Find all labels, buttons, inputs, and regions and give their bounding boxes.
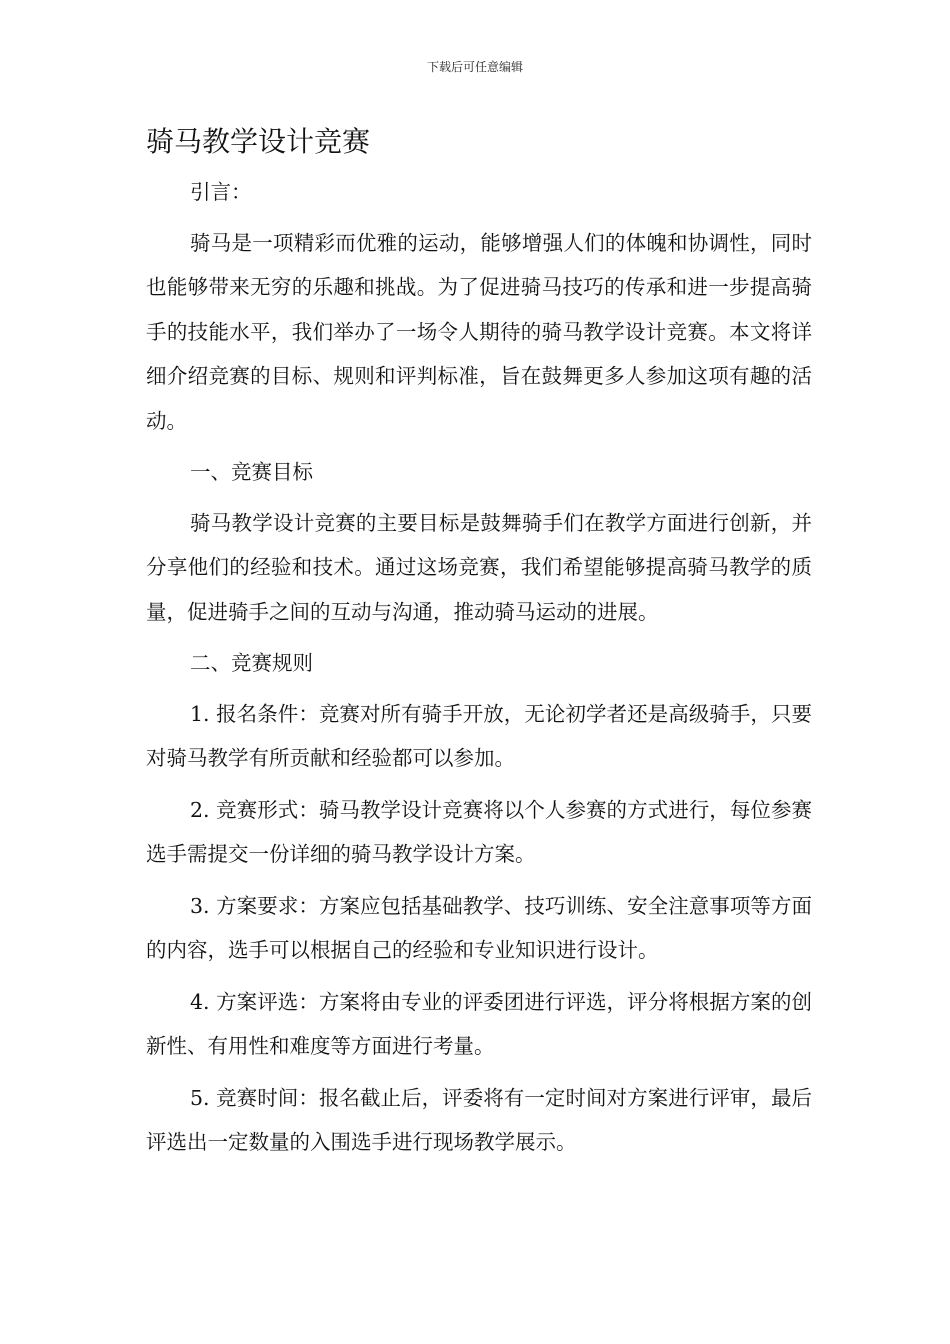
document-title: 骑马教学设计竞赛 (146, 125, 371, 158)
section-heading-goals: 一、竞赛目标 (190, 460, 313, 484)
intro-label: 引言： (190, 180, 252, 204)
goals-paragraph: 骑马教学设计竞赛的主要目标是鼓舞骑手们在教学方面进行创新，并分享他们的经验和技术。通过这场竞赛，我们希望能够提高骑马教学的质量，促进骑手之间的互动与沟通，推动骑马运动的进展。 (146, 510, 812, 624)
header-note: 下载后可任意编辑 (426, 60, 523, 74)
document-body (146, 170, 812, 1172)
rule-item-4: 4. 方案评选：方案将由专业的评委团进行评选，评分将根据方案的创新性、有用性和难度等方面进行考量。 (146, 989, 812, 1058)
rule-item-5: 5. 竞赛时间：报名截止后，评委将有一定时间对方案进行评审，最后评选出一定数量的入围选手进行现场教学展示。 (146, 1085, 812, 1154)
rule-item-1: 1. 报名条件：竞赛对所有骑手开放，无论初学者还是高级骑手，只要对骑马教学有所贡献和经验都可以参加。 (146, 701, 812, 770)
rule-item-3: 3. 方案要求：方案应包括基础教学、技巧训练、安全注意事项等方面的内容，选手可以根据自己的经验和专业知识进行设计。 (146, 893, 812, 962)
section-heading-rules: 二、竞赛规则 (190, 651, 313, 675)
intro-paragraph: 骑马是一项精彩而优雅的运动，能够增强人们的体魄和协调性，同时也能够带来无穷的乐趣和挑战。为了促进骑马技巧的传承和进一步提高骑手的技能水平，我们举办了一场令人期待的骑马教学设计竞赛。本文将详细介绍竞赛的目标、规则和评判标准，旨在鼓舞更多人参加这项有趣的活动。 (146, 230, 812, 433)
rule-item-2: 2. 竞赛形式：骑马教学设计竞赛将以个人参赛的方式进行，每位参赛选手需提交一份详细的骑马教学设计方案。 (146, 797, 812, 866)
